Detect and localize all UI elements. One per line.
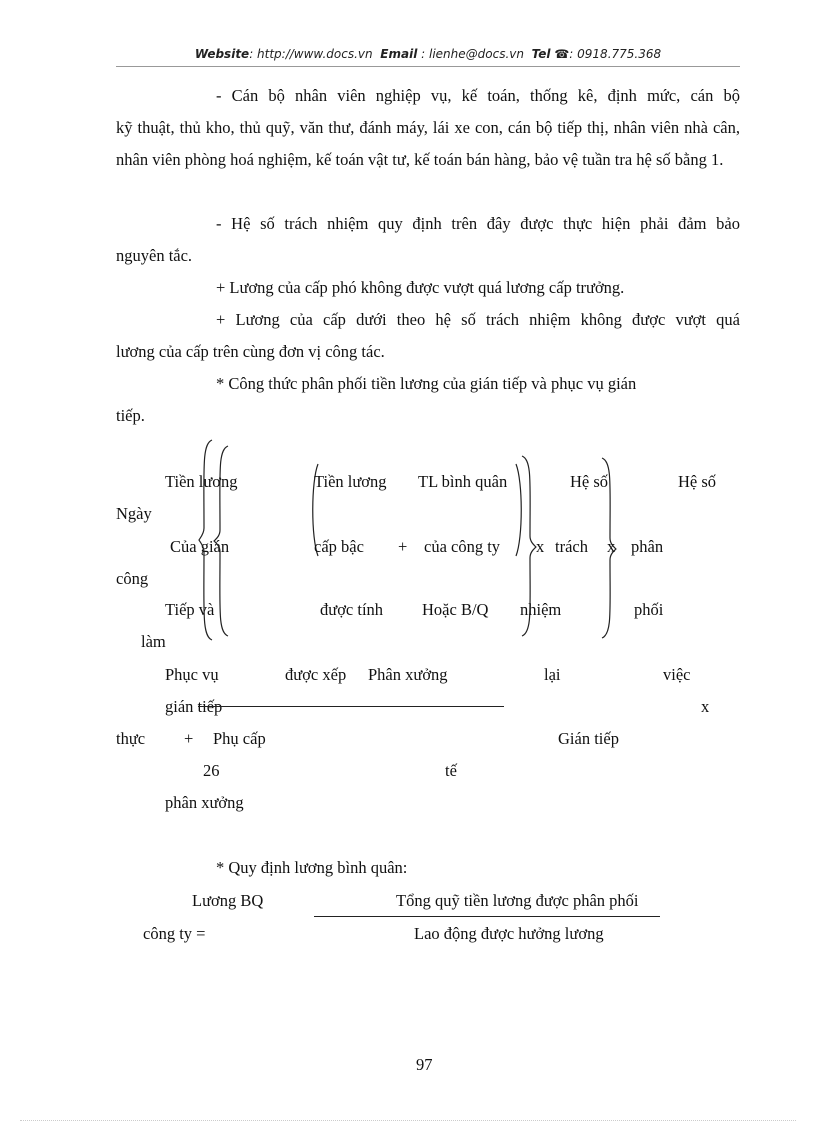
formula-ngay: Ngày — [116, 504, 152, 523]
bottom-border — [20, 1120, 796, 1121]
formula-phan: phân — [631, 537, 664, 556]
avg-fraction-line — [314, 916, 660, 917]
paragraph-2 — [116, 208, 740, 272]
paragraph-5 — [116, 368, 740, 432]
paragraph-1-first-line: - Cán bộ nhân viên nghiệp vụ, kế toán, thống kê, định mức, cán bộ — [216, 86, 740, 105]
paragraph-5-rest: tiếp. — [116, 406, 145, 425]
website-value: : http://www.docs.vn — [249, 47, 373, 61]
formula-cua-cong-ty: của công ty — [424, 537, 501, 556]
formula-he-so-2: Hệ số — [678, 472, 717, 491]
formula-plus-2: + — [184, 729, 194, 748]
formula-duoc-xep: được xếp — [285, 665, 347, 684]
avg-numerator: Tổng quỹ tiền lương được phân phối — [396, 891, 639, 910]
avg-lhs-bottom: công ty = — [143, 924, 206, 943]
formula-tien-luong-cap-bac: Tiền lương — [314, 472, 387, 491]
paragraph-5-first-line: * Công thức phân phối tiền lương của gián tiếp và phục vụ gián — [216, 374, 637, 393]
formula-phan-xuong-2: phân xưởng — [165, 793, 244, 812]
paragraph-1-rest: kỹ thuật, thủ kho, thủ quỹ, văn thư, đánh máy, lái xe con, cán bộ tiếp thị, nhân viên nhà cân, nhân viên phòng hoá nghiệm, kế toán vật tư, kế toán bán hàng, bảo vệ tuần tra hệ số bằng 1. — [116, 118, 740, 169]
paragraph-4 — [116, 304, 740, 368]
formula-times-3: x — [701, 697, 710, 716]
formula-thuc: thực — [116, 729, 146, 748]
inner-left-brace — [212, 444, 232, 638]
paragraph-4-rest: lương của cấp trên cùng đơn vị công tác. — [116, 342, 385, 361]
formula-cap-bac: cấp bậc — [314, 537, 364, 556]
paragraph-3: + Lương của cấp phó không được vượt quá lương cấp trưởng. — [216, 278, 625, 297]
formula-te: tế — [445, 761, 457, 780]
paragraph-2-rest: nguyên tắc. — [116, 246, 193, 265]
formula-phuc-vu: Phục vụ — [165, 665, 219, 684]
avg-denominator: Lao động được hưởng lương — [414, 924, 604, 943]
page-header — [116, 47, 740, 61]
website-label: Website — [194, 47, 250, 61]
formula-tl-binh-quan: TL bình quân — [418, 472, 508, 491]
formula-times-2: x — [607, 537, 616, 556]
paragraph-1 — [116, 80, 740, 176]
formula-gian-tiep-2: Gián tiếp — [558, 729, 619, 748]
formula-denominator: 26 — [203, 761, 220, 780]
avg-lhs-top: Lương BQ — [192, 891, 264, 910]
phone-icon: ☎ — [554, 47, 570, 61]
tel-value: : 0918.775.368 — [569, 47, 662, 61]
formula-lai: lại — [544, 665, 561, 684]
formula-trach: trách — [555, 537, 588, 556]
formula-duoc-tinh: được tính — [320, 600, 384, 619]
formula-gian-tiep: gián tiếp — [165, 697, 223, 716]
formula-tien-luong: Tiền lương — [165, 472, 238, 491]
avg-heading: * Quy định lương bình quân: — [216, 858, 408, 877]
formula-phan-xuong: Phân xưởng — [368, 665, 448, 684]
formula-fraction-line — [198, 706, 504, 707]
formula-hoac-bq: Hoặc B/Q — [422, 600, 489, 619]
paragraph-4-first-line: + Lương của cấp dưới theo hệ số trách nhiệm không được vượt quá — [216, 310, 740, 329]
formula-cua-gian: Của gián — [170, 537, 230, 556]
email-label: Email — [380, 47, 418, 61]
email-value: : lienhe@docs.vn — [421, 47, 524, 61]
tel-label: Tel — [531, 47, 551, 61]
formula-phoi: phối — [634, 600, 664, 619]
paragraph-2-first-line: - Hệ số trách nhiệm quy định trên đây được thực hiện phải đảm bảo — [216, 214, 740, 233]
formula-he-so-1: Hệ số — [570, 472, 609, 491]
formula-phu-cap: Phụ cấp — [213, 729, 266, 748]
formula-plus-1: + — [398, 537, 408, 556]
formula-nhiem: nhiệm — [520, 600, 562, 619]
formula-lam: làm — [141, 632, 166, 651]
page-number: 97 — [416, 1055, 433, 1074]
formula-viec: việc — [663, 665, 691, 684]
formula-times-1: x — [536, 537, 545, 556]
formula-cong: công — [116, 569, 149, 588]
header-rule — [116, 66, 740, 67]
formula-tiep-va: Tiếp và — [165, 600, 215, 619]
